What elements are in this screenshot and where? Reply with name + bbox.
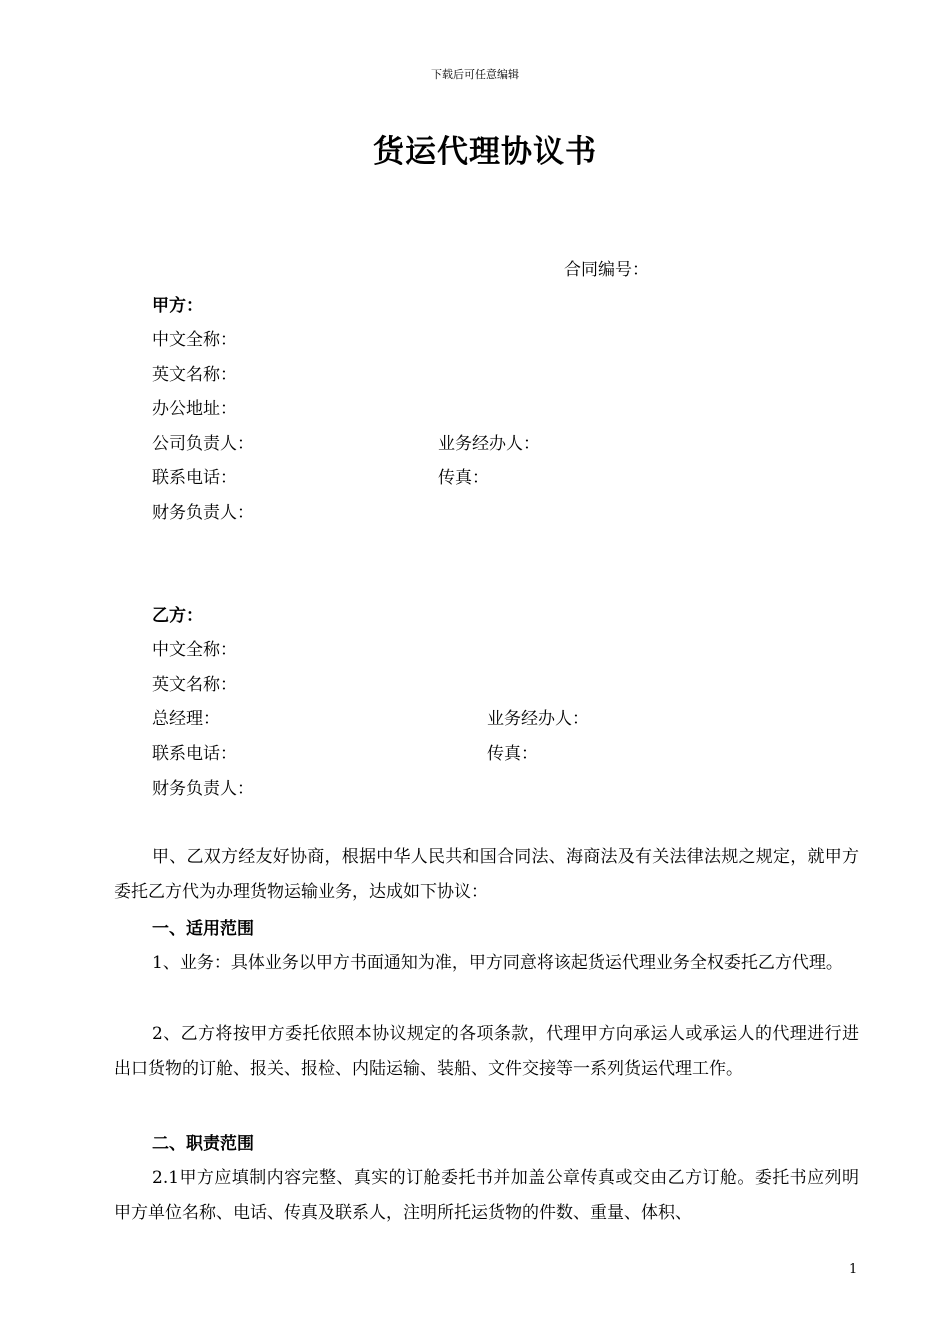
- party-a-company-head-label: 公司负责人：: [152, 434, 254, 454]
- section-1-item-1: 1、业务：具体业务以甲方书面通知为准，甲方同意将该起货运代理业务全权委托乙方代理。: [152, 953, 843, 973]
- document-title: 货运代理协议书: [373, 134, 597, 170]
- party-b-english-name-label: 英文名称：: [152, 675, 237, 695]
- party-a-heading: 甲方：: [152, 296, 203, 316]
- party-a-finance-head-label: 财务负责人：: [152, 503, 254, 523]
- section-1-item-2: 2、乙方将按甲方委托依照本协议规定的各项条款，代理甲方向承运人或承运人的代理进行进出口货物的订舱、报关、报检、内陆运输、装船、文件交接等一系列货运代理工作。: [114, 1024, 859, 1079]
- header-note: 下载后可任意编辑: [431, 68, 519, 81]
- preamble-paragraph: 甲、乙双方经友好协商，根据中华人民共和国合同法、海商法及有关法律法规之规定，就甲方委托乙方代为办理货物运输业务，达成如下协议：: [114, 847, 859, 902]
- party-b-business-agent-label: 业务经办人：: [487, 709, 589, 729]
- party-b-phone-label: 联系电话：: [152, 744, 237, 764]
- party-b-general-manager-label: 总经理：: [152, 709, 220, 729]
- party-a-fax-label: 传真：: [438, 468, 489, 488]
- party-a-english-name-label: 英文名称：: [152, 365, 237, 385]
- party-b-fax-label: 传真：: [487, 744, 538, 764]
- party-a-business-agent-label: 业务经办人：: [438, 434, 540, 454]
- party-a-phone-label: 联系电话：: [152, 468, 237, 488]
- party-a-office-address-label: 办公地址：: [152, 399, 237, 419]
- page-number: 1: [849, 1262, 858, 1277]
- party-b-chinese-name-label: 中文全称：: [152, 640, 237, 660]
- section-2-item-1: 2.1甲方应填制内容完整、真实的订舱委托书并加盖公章传真或交由乙方订舱。委托书应列明甲方单位名称、电话、传真及联系人，注明所托运货物的件数、重量、体积、: [114, 1168, 859, 1223]
- contract-number-label: 合同编号：: [564, 260, 649, 280]
- section-2-heading: 二、职责范围: [152, 1134, 254, 1154]
- party-b-heading: 乙方：: [152, 606, 203, 626]
- section-1-heading: 一、适用范围: [152, 919, 254, 939]
- party-b-finance-head-label: 财务负责人：: [152, 779, 254, 799]
- party-a-chinese-name-label: 中文全称：: [152, 330, 237, 350]
